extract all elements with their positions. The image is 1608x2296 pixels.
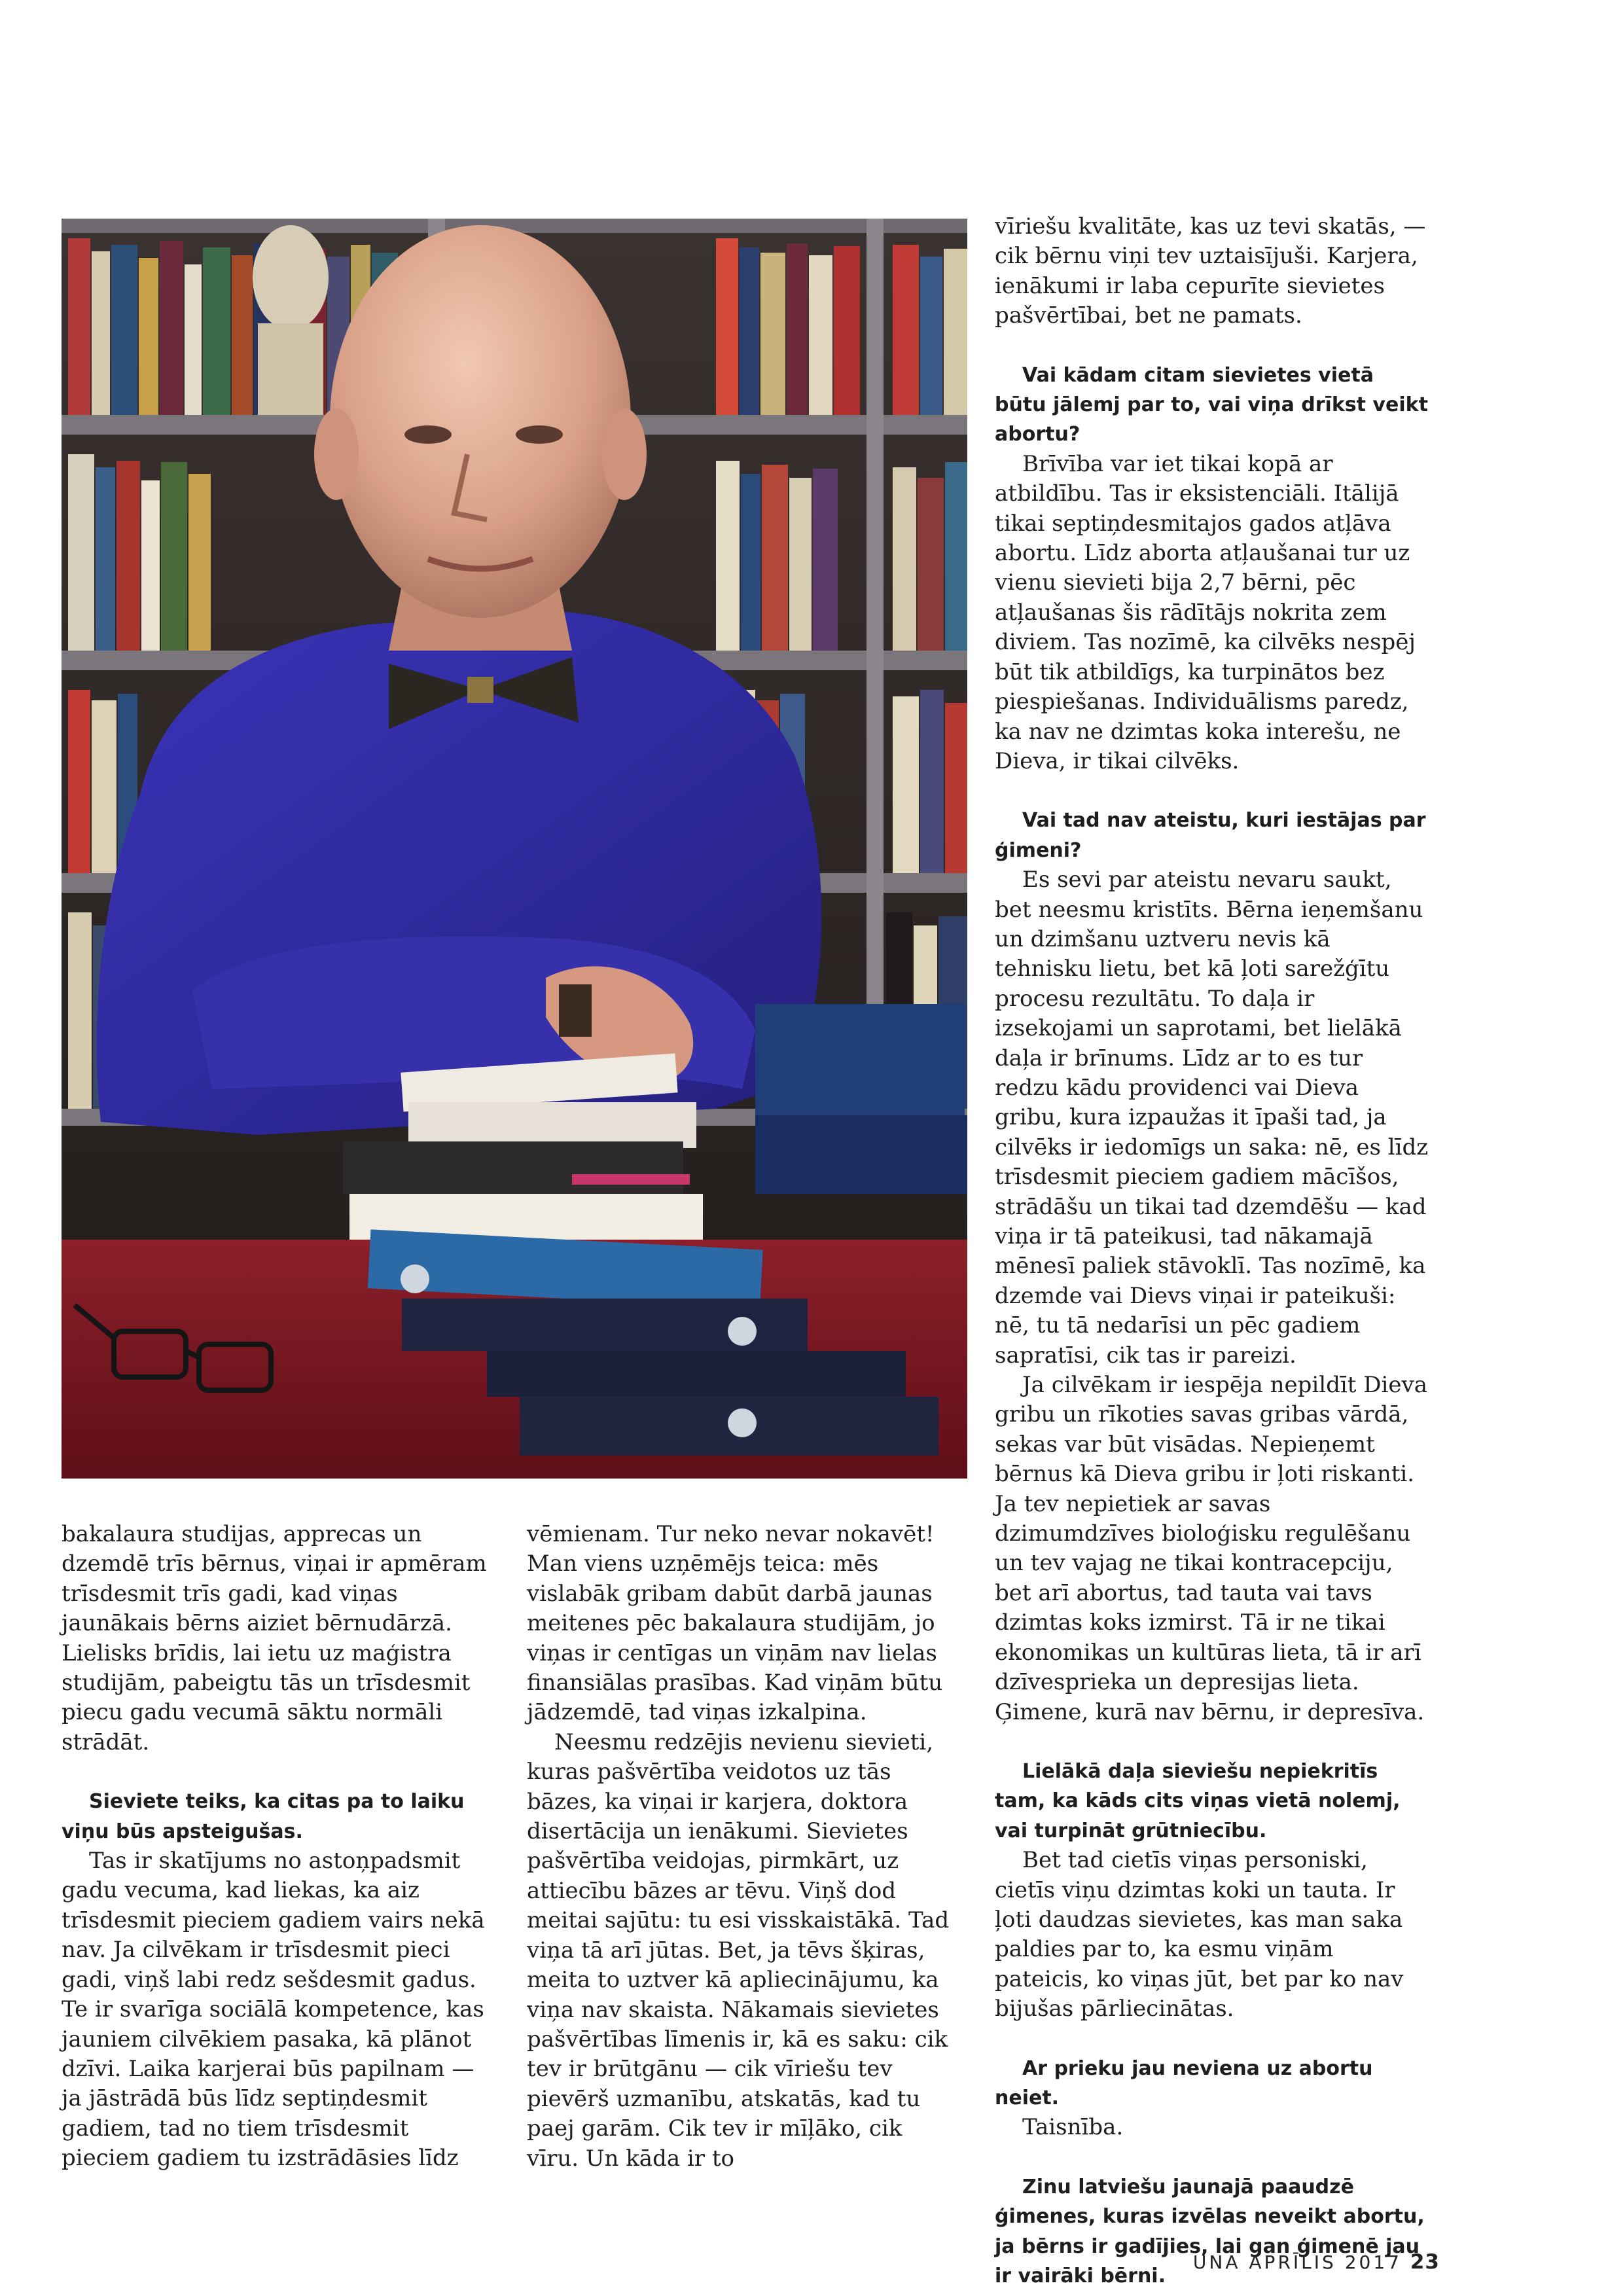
interview-question: Lielākā daļa sieviešu nepiekritīs tam, ka kāds cits viņas vietā nolemj, vai turpināt grūtniecību. (995, 1759, 1401, 1842)
issue-date: APRĪLIS 2017 (1249, 2251, 1402, 2273)
interview-question: Zinu latviešu jaunajā paaudzē ģimenes, kuras izvēlas neveikt abortu, ja bērns ir gadījies, lai gan ģimenē jau ir vairāki bērni. (995, 2175, 1425, 2287)
body-paragraph: Taisnība. (1022, 2114, 1124, 2141)
magazine-name: UNA (1192, 2251, 1241, 2273)
text-column-middle (527, 1520, 960, 2174)
body-paragraph: Bet tad cietīs viņas personiski, cietīs viņu dzimtas koki un tauta. Ir ļoti daudzas sievietes, kas man saka paldies par to, ka esmu viņām pateicis, ko viņas jūt, bet par ko nav bijušas pārliecinātas. (995, 1847, 1404, 2022)
interview-question: Ar prieku jau neviena uz abortu neiet. (995, 2056, 1373, 2109)
page-number: 23 (1410, 2250, 1440, 2274)
body-paragraph: Neesmu redzējis nevienu sievieti, kuras pašvērtība veidotos uz tās bāzes, ka viņai ir karjera, doktora disertācija un ienākumi. Sievietes pašvērtība veidojas, pirmkārt, uz attiecību bāzes ar tēvu. Viņš dod meitai sajūtu: tu esi visskaistākā. Tad viņa tā arī jūtas. Bet, ja tēvs šķiras, meita to uztver kā apliecinājumu, ka viņa nav skaista. Nākamais sievietes pašvērtības līmenis ir, kā es saku: cik tev ir brūtgānu — cik vīriešu tev pievērš uzmanību, atskatās, kad tu paej garām. Cik tev ir mīļāko, cik vīru. Un kāda ir to (527, 1729, 950, 2172)
body-paragraph: bakalaura studijas, apprecas un dzemdē trīs bērnus, viņai ir apmēram trīsdesmit trīs gadi, kad viņas jaunākais bērns aiziet bērnudārzā. Lielisks brīdis, lai ietu uz maģistra studijām, pabeigtu tās un trīsdesmit piecu gadu vecumā sāktu normāli strādāt. (62, 1521, 487, 1755)
body-paragraph: Brīvība var iet tikai kopā ar atbildību. Tas ir eksistenciāli. Itālijā tikai septiņdesmitajos gados atļāva abortu. Līdz aborta atļaušanai tur uz vienu sievieti bija 2,7 bērni, pēc atļaušanas šis rādītājs nokrita zem diviem. Tas nozīmē, ka cilvēks nespēj būt tik atbildīgs, ka turpinātos bez piespiešanas. Individuālisms paredz, ka nav ne dzimtas koka interešu, ne Dieva, ir tikai cilvēks. (995, 450, 1416, 774)
portrait-photo (62, 219, 967, 1479)
body-paragraph: Ja cilvēkam ir iespēja nepildīt Dieva gribu un rīkoties savas gribas vārdā, sekas var būt visādas. Nepieņemt bērnus kā Dieva gribu ir ļoti riskanti. Ja tev nepietiek ar savas dzimumdzīves bioloģisku regulēšanu un tev vajag ne tikai kontracepciju, bet arī abortus, tad tauta vai tavs dzimtas koks izmirst. Tā ir ne tikai ekonomikas un kultūras lieta, tā ir arī dzīvesprieka un depresijas lieta. Ģimene, kurā nav bērnu, ir depresīva. (995, 1372, 1428, 1725)
photo-illustration (62, 219, 967, 1479)
body-paragraph: vīriešu kvalitāte, kas uz tevi skatās, — cik bērnu viņi tev uztaisījuši. Karjera, ienākumi ir laba cepurīte sievietes pašvērtībai, bet ne pamats. (995, 213, 1426, 329)
head (330, 225, 631, 618)
interview-question: Vai kādam citam sievietes vietā būtu jālemj par to, vai viņa drīkst veikt abortu? (995, 363, 1428, 446)
body-paragraph: vēmienam. Tur neko nevar nokavēt! Man viens uzņēmējs teica: mēs vislabāk gribam dabūt darbā jaunas meitenes pēc bakalaura studijām, jo viņas ir centīgas un viņām nav lielas finansiālas prasības. Kad viņām būtu jādzemdē, tad viņas izkalpina. (527, 1521, 943, 1726)
text-column-right (995, 212, 1429, 2291)
interview-question: Sieviete teiks, ka citas pa to laiku viņu būs apsteigušas. (62, 1790, 465, 1843)
text-column-left (62, 1520, 493, 2174)
page-footer (1113, 2250, 1440, 2274)
interview-question: Vai tad nav ateistu, kuri iestājas par ģimeni? (995, 809, 1426, 862)
body-paragraph: Tas ir skatījums no astoņpadsmit gadu vecuma, kad liekas, ka aiz trīsdesmit pieciem gadiem vairs nekā nav. Ja cilvēkam ir trīsdesmit pieci gadi, viņš labi redz sešdesmit gadus. Te ir svarīga sociālā kompetence, kas jauniem cilvēkiem pasaka, kā plānot dzīvi. Laika karjerai būs papilnam — ja jāstrādā būs līdz septiņdesmit gadiem, tad no tiem trīsdesmit pieciem gadiem tu izstrādāsies līdz (62, 1848, 485, 2172)
body-paragraph: Es sevi par ateistu nevaru saukt, bet neesmu kristīts. Bērna ieņemšanu un dzimšanu uztveru nevis kā tehnisku lietu, bet kā ļoti sarežģītu procesu rezultātu. To daļa ir izsekojami un saprotami, bet lielākā daļa ir brīnums. Līdz ar to es tur redzu kādu providenci vai Dieva gribu, kura izpaužas it īpaši tad, ja cilvēks ir iedomīgs un saka: nē, es līdz trīsdesmit pieciem gadiem mācīšos, strādāšu un tikai tad dzemdēšu — kad viņa ir tā pateikusi, tad nākamajā mēnesī paliek stāvoklī. Tas nozīmē, ka dzemde vai Dievs viņai ir pateikuši: nē, tu tā nedarīsi un pēc gadiem sapratīsi, cik tas ir pareizi. (995, 867, 1429, 1369)
